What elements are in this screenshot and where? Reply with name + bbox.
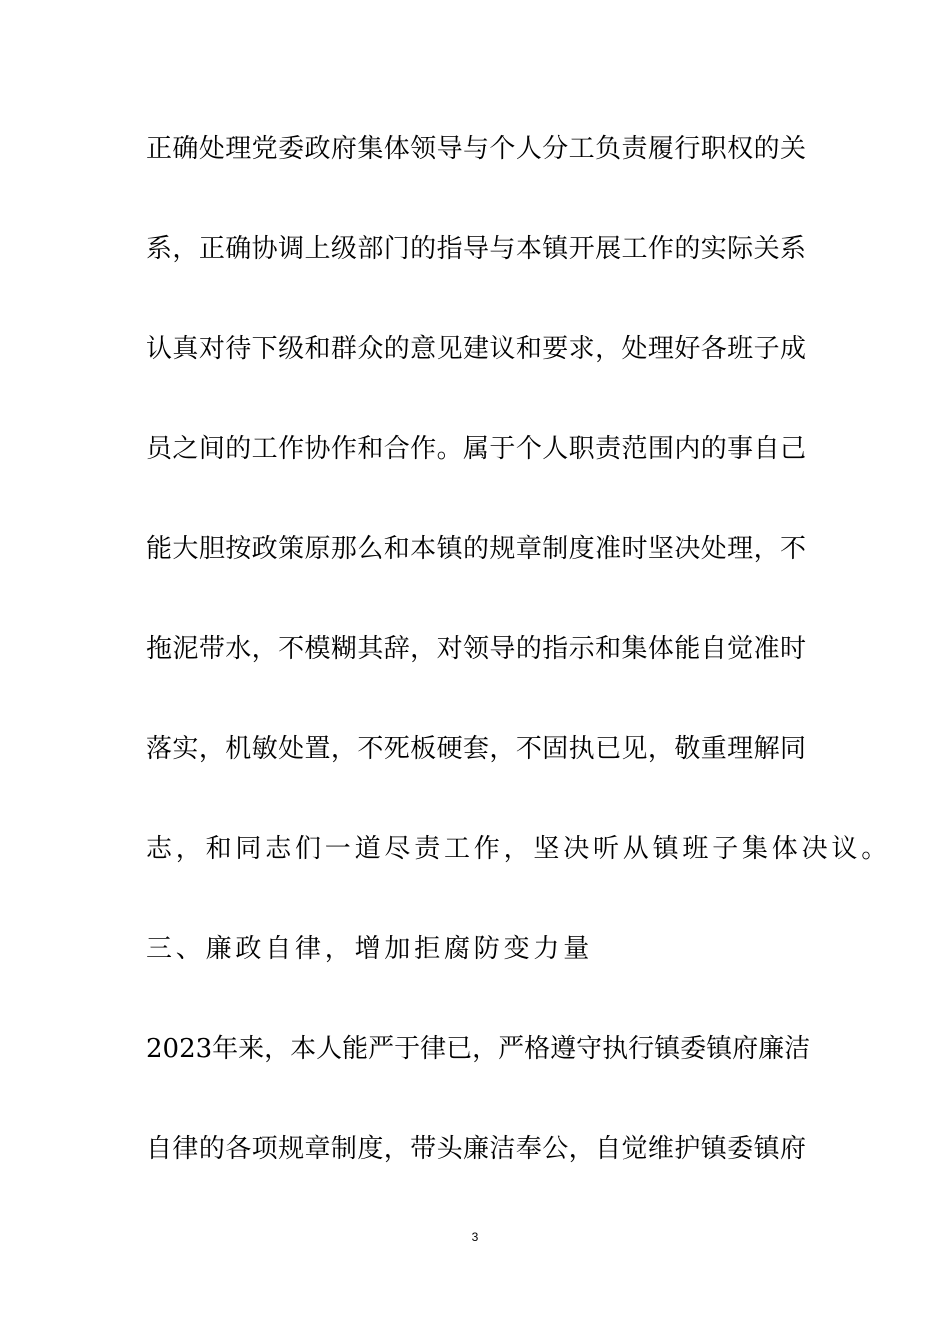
text-line-10: 2023年来，本人能严于律已，严格遵守执行镇委镇府廉洁 (146, 1034, 811, 1064)
section-heading: 三、廉政自律，增加拒腐防变力量 (146, 934, 594, 964)
text-line-8: 志，和同志们一道尽责工作，坚决听从镇班子集体决议。 (146, 834, 892, 864)
text-line-4: 员之间的工作协作和合作。属于个人职责范围内的事自己 (146, 434, 806, 464)
text-line-6: 拖泥带水，不模糊其辞，对领导的指示和集体能自觉准时 (146, 634, 806, 664)
text-line-3: 认真对待下级和群众的意见建议和要求，处理好各班子成 (146, 334, 806, 364)
text-line-1: 正确处理党委政府集体领导与个人分工负责履行职权的关 (146, 134, 806, 164)
text-line-2: 系，正确协调上级部门的指导与本镇开展工作的实际关系 (146, 234, 806, 264)
text-line-11: 自律的各项规章制度，带头廉洁奉公，自觉维护镇委镇府 (146, 1134, 806, 1164)
text-line-7: 落实，机敏处置，不死板硬套，不固执已见，敬重理解同 (146, 734, 806, 764)
page-number: 3 (471, 1230, 479, 1244)
text-line-5: 能大胆按政策原那么和本镇的规章制度准时坚决处理，不 (146, 534, 806, 564)
